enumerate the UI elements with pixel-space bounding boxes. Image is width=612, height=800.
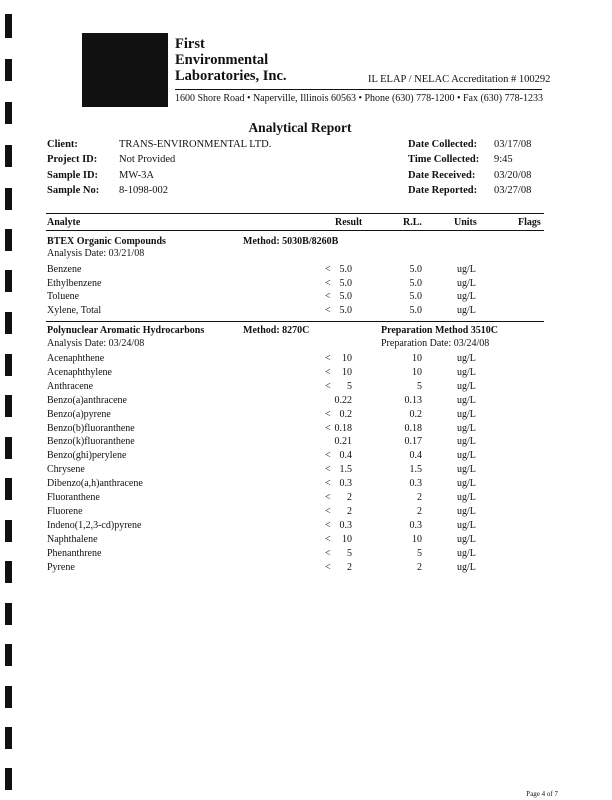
cell-units: ug/L <box>457 264 476 275</box>
scan-margin-bar <box>5 145 12 167</box>
cell-reporting-limit: 0.13 <box>404 394 422 406</box>
lab-logo <box>82 33 168 107</box>
cell-less-than: < <box>325 450 331 462</box>
date-received-label: Date Received: <box>408 170 476 181</box>
cell-result: 5.0 <box>339 277 352 289</box>
col-header-result: Result <box>335 217 363 228</box>
cell-units: ug/L <box>457 305 476 317</box>
scan-margin-bar <box>5 14 12 38</box>
col-header-analyte: Analyte <box>47 217 81 228</box>
cell-reporting-limit: 5.0 <box>409 277 422 289</box>
table-header-rule <box>46 230 544 231</box>
cell-reporting-limit: 2 <box>417 492 422 503</box>
scan-margin-bar <box>5 686 12 708</box>
cell-reporting-limit: 0.17 <box>404 436 422 448</box>
scan-margin-bar <box>5 561 12 583</box>
sample-id-value: MW-3A <box>119 170 154 181</box>
cell-less-than: < <box>325 478 331 490</box>
date-collected-label: Date Collected: <box>408 139 478 150</box>
btex-analysis-date: Analysis Date: 03/21/08 <box>47 248 145 259</box>
cell-less-than: < <box>325 519 331 531</box>
cell-analyte: Toluene <box>47 291 80 303</box>
cell-analyte: Phenanthrene <box>47 547 102 559</box>
cell-result: 10 <box>342 366 352 378</box>
cell-less-than: < <box>325 366 331 378</box>
pah-section-title: Polynuclear Aromatic Hydrocarbons <box>47 325 205 336</box>
btex-method: Method: 5030B/8260B <box>243 236 339 247</box>
cell-result: 2 <box>347 561 352 573</box>
scan-margin-bar <box>5 229 12 251</box>
scan-margin-bar <box>5 727 12 749</box>
cell-result: 0.4 <box>339 450 352 462</box>
cell-reporting-limit: 5.0 <box>409 264 422 275</box>
scan-margin-bar <box>5 520 12 542</box>
cell-result: 5 <box>347 380 352 392</box>
cell-analyte: Dibenzo(a,h)anthracene <box>47 478 143 490</box>
cell-less-than: < <box>325 380 331 392</box>
scan-margin-bar <box>5 270 12 292</box>
cell-less-than: < <box>325 264 331 275</box>
cell-analyte: Acenaphthylene <box>47 366 112 378</box>
date-received-value: 03/20/08 <box>494 170 532 181</box>
pah-analysis-date: Analysis Date: 03/24/08 <box>47 338 145 349</box>
page-number: Page 4 of 7 <box>526 790 558 798</box>
lab-name-line-2: Environmental <box>175 52 269 68</box>
cell-analyte: Indeno(1,2,3-cd)pyrene <box>47 519 142 531</box>
lab-name-line-3: Laboratories, Inc. <box>175 68 287 84</box>
cell-units: ug/L <box>457 436 476 448</box>
cell-less-than: < <box>325 533 331 545</box>
cell-units: ug/L <box>457 547 476 559</box>
letterhead-rule <box>175 89 542 90</box>
date-collected-value: 03/17/08 <box>494 139 532 150</box>
cell-reporting-limit: 0.3 <box>409 519 422 531</box>
cell-less-than: < <box>325 492 331 503</box>
cell-units: ug/L <box>457 464 476 476</box>
cell-analyte: Benzo(a)anthracene <box>47 394 127 406</box>
cell-analyte: Pyrene <box>47 561 75 573</box>
cell-units: ug/L <box>457 291 476 303</box>
client-value: TRANS-ENVIRONMENTAL LTD. <box>119 139 272 150</box>
cell-result: 5.0 <box>339 305 352 317</box>
scan-margin-bar <box>5 59 12 81</box>
cell-units: ug/L <box>457 450 476 462</box>
cell-reporting-limit: 0.18 <box>404 422 422 434</box>
scan-margin-bar <box>5 188 12 210</box>
cell-less-than: < <box>325 422 331 434</box>
cell-analyte: Xylene, Total <box>47 305 102 317</box>
lab-address: 1600 Shore Road • Naperville, Illinois 60563 • Phone (630) 778-1200 • Fax (630) 778-1233 <box>175 93 543 104</box>
cell-analyte: Benzo(ghi)perylene <box>47 450 127 462</box>
cell-less-than: < <box>325 305 331 317</box>
cell-units: ug/L <box>457 505 476 517</box>
pah-method: Method: 8270C <box>243 325 310 336</box>
cell-units: ug/L <box>457 366 476 378</box>
cell-reporting-limit: 5 <box>417 547 422 559</box>
date-reported-label: Date Reported: <box>408 185 478 196</box>
cell-less-than: < <box>325 464 331 476</box>
cell-units: ug/L <box>457 422 476 434</box>
cell-reporting-limit: 1.5 <box>409 464 422 476</box>
cell-analyte: Fluorene <box>47 505 83 517</box>
cell-reporting-limit: 10 <box>412 366 422 378</box>
cell-result: 2 <box>347 492 352 503</box>
cell-less-than: < <box>325 291 331 303</box>
accreditation: IL ELAP / NELAC Accreditation # 100292 <box>368 74 551 85</box>
cell-reporting-limit: 2 <box>417 505 422 517</box>
client-label: Client: <box>47 139 78 150</box>
pah-prep-date: Preparation Date: 03/24/08 <box>381 338 490 349</box>
cell-result: 1.5 <box>339 464 352 476</box>
cell-less-than: < <box>325 277 331 289</box>
cell-analyte: Chrysene <box>47 464 85 476</box>
cell-result: 10 <box>342 353 352 364</box>
section-rule <box>46 321 544 322</box>
cell-result: 0.3 <box>339 478 352 490</box>
scan-margin-bar <box>5 437 12 459</box>
cell-result: 0.2 <box>339 408 352 420</box>
scan-margin-bar <box>5 644 12 666</box>
cell-reporting-limit: 10 <box>412 353 422 364</box>
btex-section-title: BTEX Organic Compounds <box>47 236 166 247</box>
scan-margin-bar <box>5 478 12 500</box>
cell-result: 0.21 <box>334 436 352 448</box>
cell-reporting-limit: 5 <box>417 380 422 392</box>
time-collected-label: Time Collected: <box>408 154 480 165</box>
cell-units: ug/L <box>457 519 476 531</box>
cell-analyte: Benzo(b)fluoranthene <box>47 422 135 434</box>
cell-units: ug/L <box>457 380 476 392</box>
cell-result: 5.0 <box>339 291 352 303</box>
project-id-label: Project ID: <box>47 154 98 165</box>
cell-units: ug/L <box>457 533 476 545</box>
cell-less-than: < <box>325 408 331 420</box>
cell-analyte: Naphthalene <box>47 533 98 545</box>
cell-analyte: Anthracene <box>47 380 94 392</box>
date-reported-value: 03/27/08 <box>494 185 532 196</box>
cell-reporting-limit: 0.2 <box>409 408 422 420</box>
cell-analyte: Benzene <box>47 264 82 275</box>
cell-less-than: < <box>325 561 331 573</box>
cell-reporting-limit: 5.0 <box>409 291 422 303</box>
cell-result: 0.18 <box>334 422 352 434</box>
cell-less-than: < <box>325 547 331 559</box>
cell-reporting-limit: 10 <box>412 533 422 545</box>
cell-reporting-limit: 0.4 <box>409 450 422 462</box>
cell-units: ug/L <box>457 478 476 490</box>
cell-units: ug/L <box>457 408 476 420</box>
scan-margin-bar <box>5 354 12 376</box>
cell-analyte: Benzo(a)pyrene <box>47 408 111 420</box>
cell-less-than: < <box>325 353 331 364</box>
cell-result: 10 <box>342 533 352 545</box>
cell-less-than: < <box>325 505 331 517</box>
report-title: Analytical Report <box>248 120 352 135</box>
scan-margin-bar <box>5 768 12 790</box>
sample-no-value: 8-1098-002 <box>119 185 168 196</box>
cell-reporting-limit: 5.0 <box>409 305 422 317</box>
cell-units: ug/L <box>457 277 476 289</box>
cell-units: ug/L <box>457 561 476 573</box>
lab-name-line-1: First <box>175 36 205 52</box>
col-header-rl: R.L. <box>403 217 422 228</box>
col-header-flags: Flags <box>518 217 541 228</box>
cell-units: ug/L <box>457 492 476 503</box>
cell-units: ug/L <box>457 394 476 406</box>
sample-id-label: Sample ID: <box>47 170 99 181</box>
cell-result: 5 <box>347 547 352 559</box>
cell-result: 0.3 <box>339 519 352 531</box>
scan-margin-bar <box>5 312 12 334</box>
time-collected-value: 9:45 <box>494 154 513 165</box>
cell-analyte: Fluoranthene <box>47 492 100 503</box>
scan-margin-bar <box>5 395 12 417</box>
table-top-rule <box>46 213 544 214</box>
sample-no-label: Sample No: <box>47 185 100 196</box>
cell-result: 2 <box>347 505 352 517</box>
cell-reporting-limit: 0.3 <box>409 478 422 490</box>
cell-analyte: Ethylbenzene <box>47 277 102 289</box>
pah-prep-method: Preparation Method 3510C <box>381 325 499 336</box>
cell-result: 0.22 <box>334 394 352 406</box>
cell-units: ug/L <box>457 353 476 364</box>
project-id-value: Not Provided <box>119 154 176 165</box>
cell-analyte: Acenaphthene <box>47 353 105 364</box>
cell-reporting-limit: 2 <box>417 561 422 573</box>
scan-margin-bar <box>5 603 12 625</box>
col-header-units: Units <box>454 217 477 228</box>
cell-result: 5.0 <box>339 264 352 275</box>
cell-analyte: Benzo(k)fluoranthene <box>47 436 135 448</box>
